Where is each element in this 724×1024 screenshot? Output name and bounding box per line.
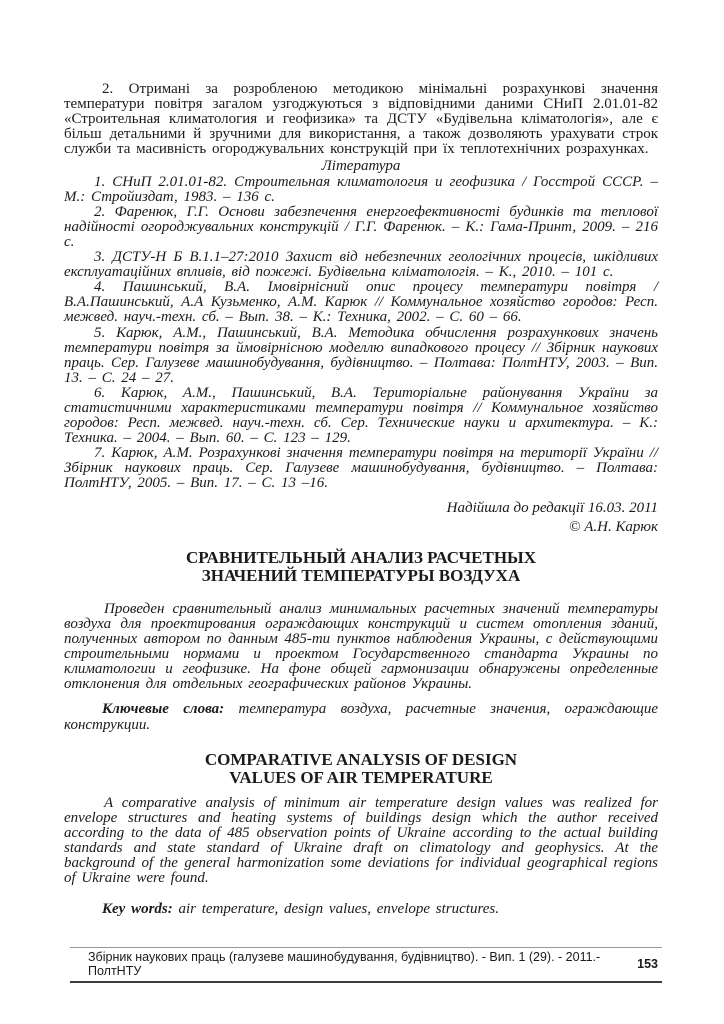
page-content	[64, 0, 658, 918]
russian-keywords-text: температура воздуха, расчетные значения, ограждающие конструкции.	[64, 701, 658, 733]
russian-keywords	[64, 702, 658, 732]
literature-heading: Література	[321, 158, 401, 175]
page-footer	[70, 947, 662, 983]
english-keywords-label: Key words:	[102, 901, 173, 918]
footer-journal-line: Збірник наукових праць (галузеве машинобудування, будівництво). - Вип. 1 (29). - 2011.-ПолтНТУ	[88, 950, 601, 978]
english-title-line1: COMPARATIVE ANALYSIS OF DESIGN	[204, 749, 518, 769]
literature-item-2: 2. Фаренюк, Г.Г. Основи забезпечення енергоефективності будинків та теплової надійності огороджувальних конструкцій / Г.Г. Фаренюк. – К.: Гама-Принт, 2009. – 216 с.	[64, 203, 658, 250]
russian-title-line1: СРАВНИТЕЛЬНЫЙ АНАЛИЗ РАСЧЕТНЫХ	[185, 547, 537, 567]
received-note: Надійшла до редакції 16.03. 2011	[446, 499, 658, 516]
literature-item-1: 1. СНиП 2.01.01-82. Строительная климатология и геофизика / Госстрой СССР. – М.: Стройиздат, 1983. – 136 с.	[64, 173, 658, 205]
english-title-line2: VALUES OF AIR TEMPERATURE	[229, 768, 493, 788]
intro-paragraph: 2. Отримані за розробленою методикою мінімальні розрахункові значення температури повітря загалом узгоджуються з відповідними даними СНиП 2.01.01-82 «Строительная климатология и геофизика» та ДСТУ «Будівельна кліматологія», але є більш детальними й зручними для використання, а також дозволяють урахувати строк служби та масивність огороджувальних конструкцій при їх теплотехнічних розрахунках.	[64, 81, 658, 158]
english-keywords	[64, 902, 658, 917]
russian-title-line2: ЗНАЧЕНИЙ ТЕМПЕРАТУРЫ ВОЗДУХА	[201, 566, 521, 586]
literature-item-4: 4. Пашинський, В.А. Імовірнісний опис процесу температури повітря / В.А.Пашинський, А.А Кузьменко, А.М. Карюк // Коммунальное хозяйство городов: Респ. межвед. науч.-техн. сб. – Вып. 38. – К.: Техника, 2002. – С. 60 – 66.	[64, 279, 658, 326]
english-keywords-text: air temperature, design values, envelope structures.	[172, 901, 499, 918]
footer-page-number: 153	[637, 957, 658, 971]
literature-item-7: 7. Карюк, А.М. Розрахункові значення температури повітря на території України // Збірник наукових праць. Сер. Галузеве машинобудування, будівництво. – Полтава: ПолтНТУ, 2005. – Вип. 17. – С. 13 –16.	[64, 445, 658, 492]
russian-keywords-label: Ключевые слова:	[102, 701, 225, 718]
literature-item-5: 5. Карюк, А.М., Пашинський, В.А. Методика обчислення розрахункових значень температури повітря за ймовірнісною моделлю випадкового процесу // Збірник наукових праць. Сер. Галузеве машинобудування, будівництво. – Полтава: ПолтНТУ, 2003. – Вип. 13. – С. 24 – 27.	[64, 324, 658, 386]
literature-item-6: 6. Карюк, А.М., Пашинський, В.А. Територіальне районування України за статистичними характеристиками температури повітря // Коммунальное хозяйство городов: Респ. межвед. науч.-техн. сб. Сер. Технические науки и архитектура. – К.: Техника. – 2004. – Вып. 60. – С. 123 – 129.	[64, 384, 658, 447]
english-title	[64, 751, 658, 788]
english-abstract: A comparative analysis of minimum air temperature design values was realized for envelope structures and heating systems of buildings design which the author received according to the data of 485 observation points of Ukraine according to the actual building standards and state standard of Ukraine draft on climatology and geophysics. At the background of the general harmonization some deviations for individual geographical regions of Ukraine were found.	[64, 794, 658, 887]
copyright-note: © А.Н. Карюк	[569, 518, 658, 535]
russian-title	[64, 549, 658, 586]
russian-abstract: Проведен сравнительный анализ минимальных расчетных значений температуры воздуха для проектирования ограждающих конструкций и систем отопления зданий, полученных автором по данным 485-ти пунктов наблюдения Украины, с действующими строительными нормами и проектом Государственного стандарта Украины по климатологии и геофизике. На фоне общей гармонизации обнаружены определенные отклонения для отдельных географических районов Украины.	[64, 600, 658, 693]
literature-item-3: 3. ДСТУ-Н Б В.1.1–27:2010 Захист від небезпечних геологічних процесів, шкідливих експлуатаційних впливів, від пожежі. Будівельна кліматологія. – К., 2010. – 101 с.	[64, 249, 658, 281]
